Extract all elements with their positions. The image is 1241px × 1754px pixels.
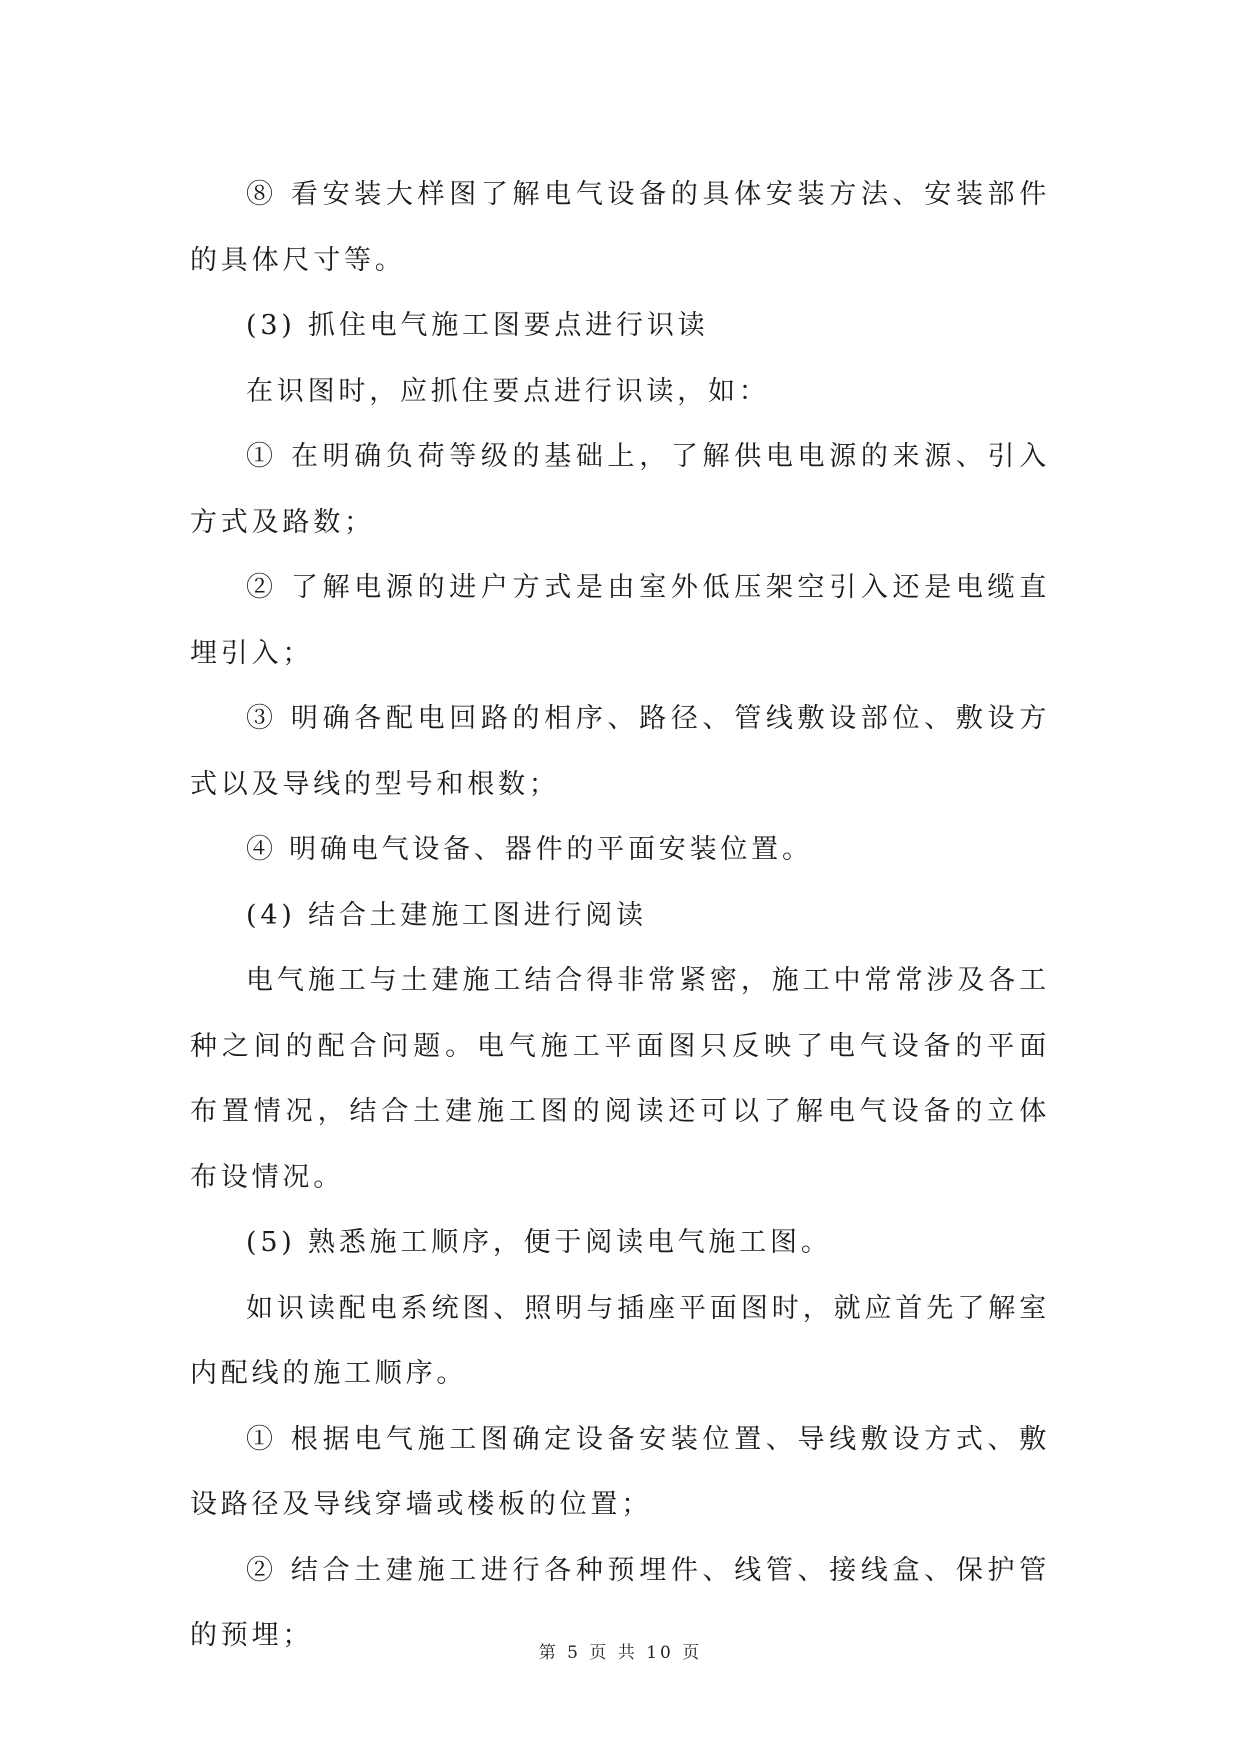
- paragraph-order-step-2: ② 结合土建施工进行各种预埋件、线管、接线盒、保护管的预埋；: [190, 1554, 1050, 1651]
- document-body: [190, 162, 1050, 1669]
- paragraph-point-4: ④ 明确电气设备、器件的平面安装位置。: [246, 834, 813, 865]
- section-heading-4: (4) 结合土建施工图进行阅读: [246, 899, 647, 931]
- paragraph-step-8: ⑧ 看安装大样图了解电气设备的具体安装方法、安装部件的具体尺寸等。: [190, 179, 1050, 276]
- paragraph-point-1: ① 在明确负荷等级的基础上，了解供电电源的来源、引入方式及路数；: [190, 441, 1050, 538]
- paragraph-point-3: ③ 明确各配电回路的相序、路径、管线敷设部位、敷设方式以及导线的型号和根数；: [190, 703, 1050, 800]
- section-heading-5: (5) 熟悉施工顺序，便于阅读电气施工图。: [246, 1227, 832, 1258]
- paragraph-order-step-1: ① 根据电气施工图确定设备安装位置、导线敷设方式、敷设路径及导线穿墙或楼板的位置；: [190, 1423, 1050, 1520]
- section-heading-3: (3) 抓住电气施工图要点进行识读: [246, 310, 709, 341]
- paragraph-intro-key-points: 在识图时，应抓住要点进行识读，如：: [246, 375, 770, 407]
- page-number-footer: 第 5 页 共 10 页: [538, 1643, 703, 1663]
- paragraph-civil-drawings: 电气施工与土建施工结合得非常紧密，施工中常常涉及各工种之间的配合问题。电气施工平面图只反映了电气设备的平面布置情况，结合土建施工图的阅读还可以了解电气设备的立体布设情况。: [190, 965, 1050, 1193]
- paragraph-point-2: ② 了解电源的进户方式是由室外低压架空引入还是电缆直埋引入；: [190, 572, 1050, 669]
- paragraph-wiring-order: 如识读配电系统图、照明与插座平面图时，就应首先了解室内配线的施工顺序。: [190, 1292, 1050, 1389]
